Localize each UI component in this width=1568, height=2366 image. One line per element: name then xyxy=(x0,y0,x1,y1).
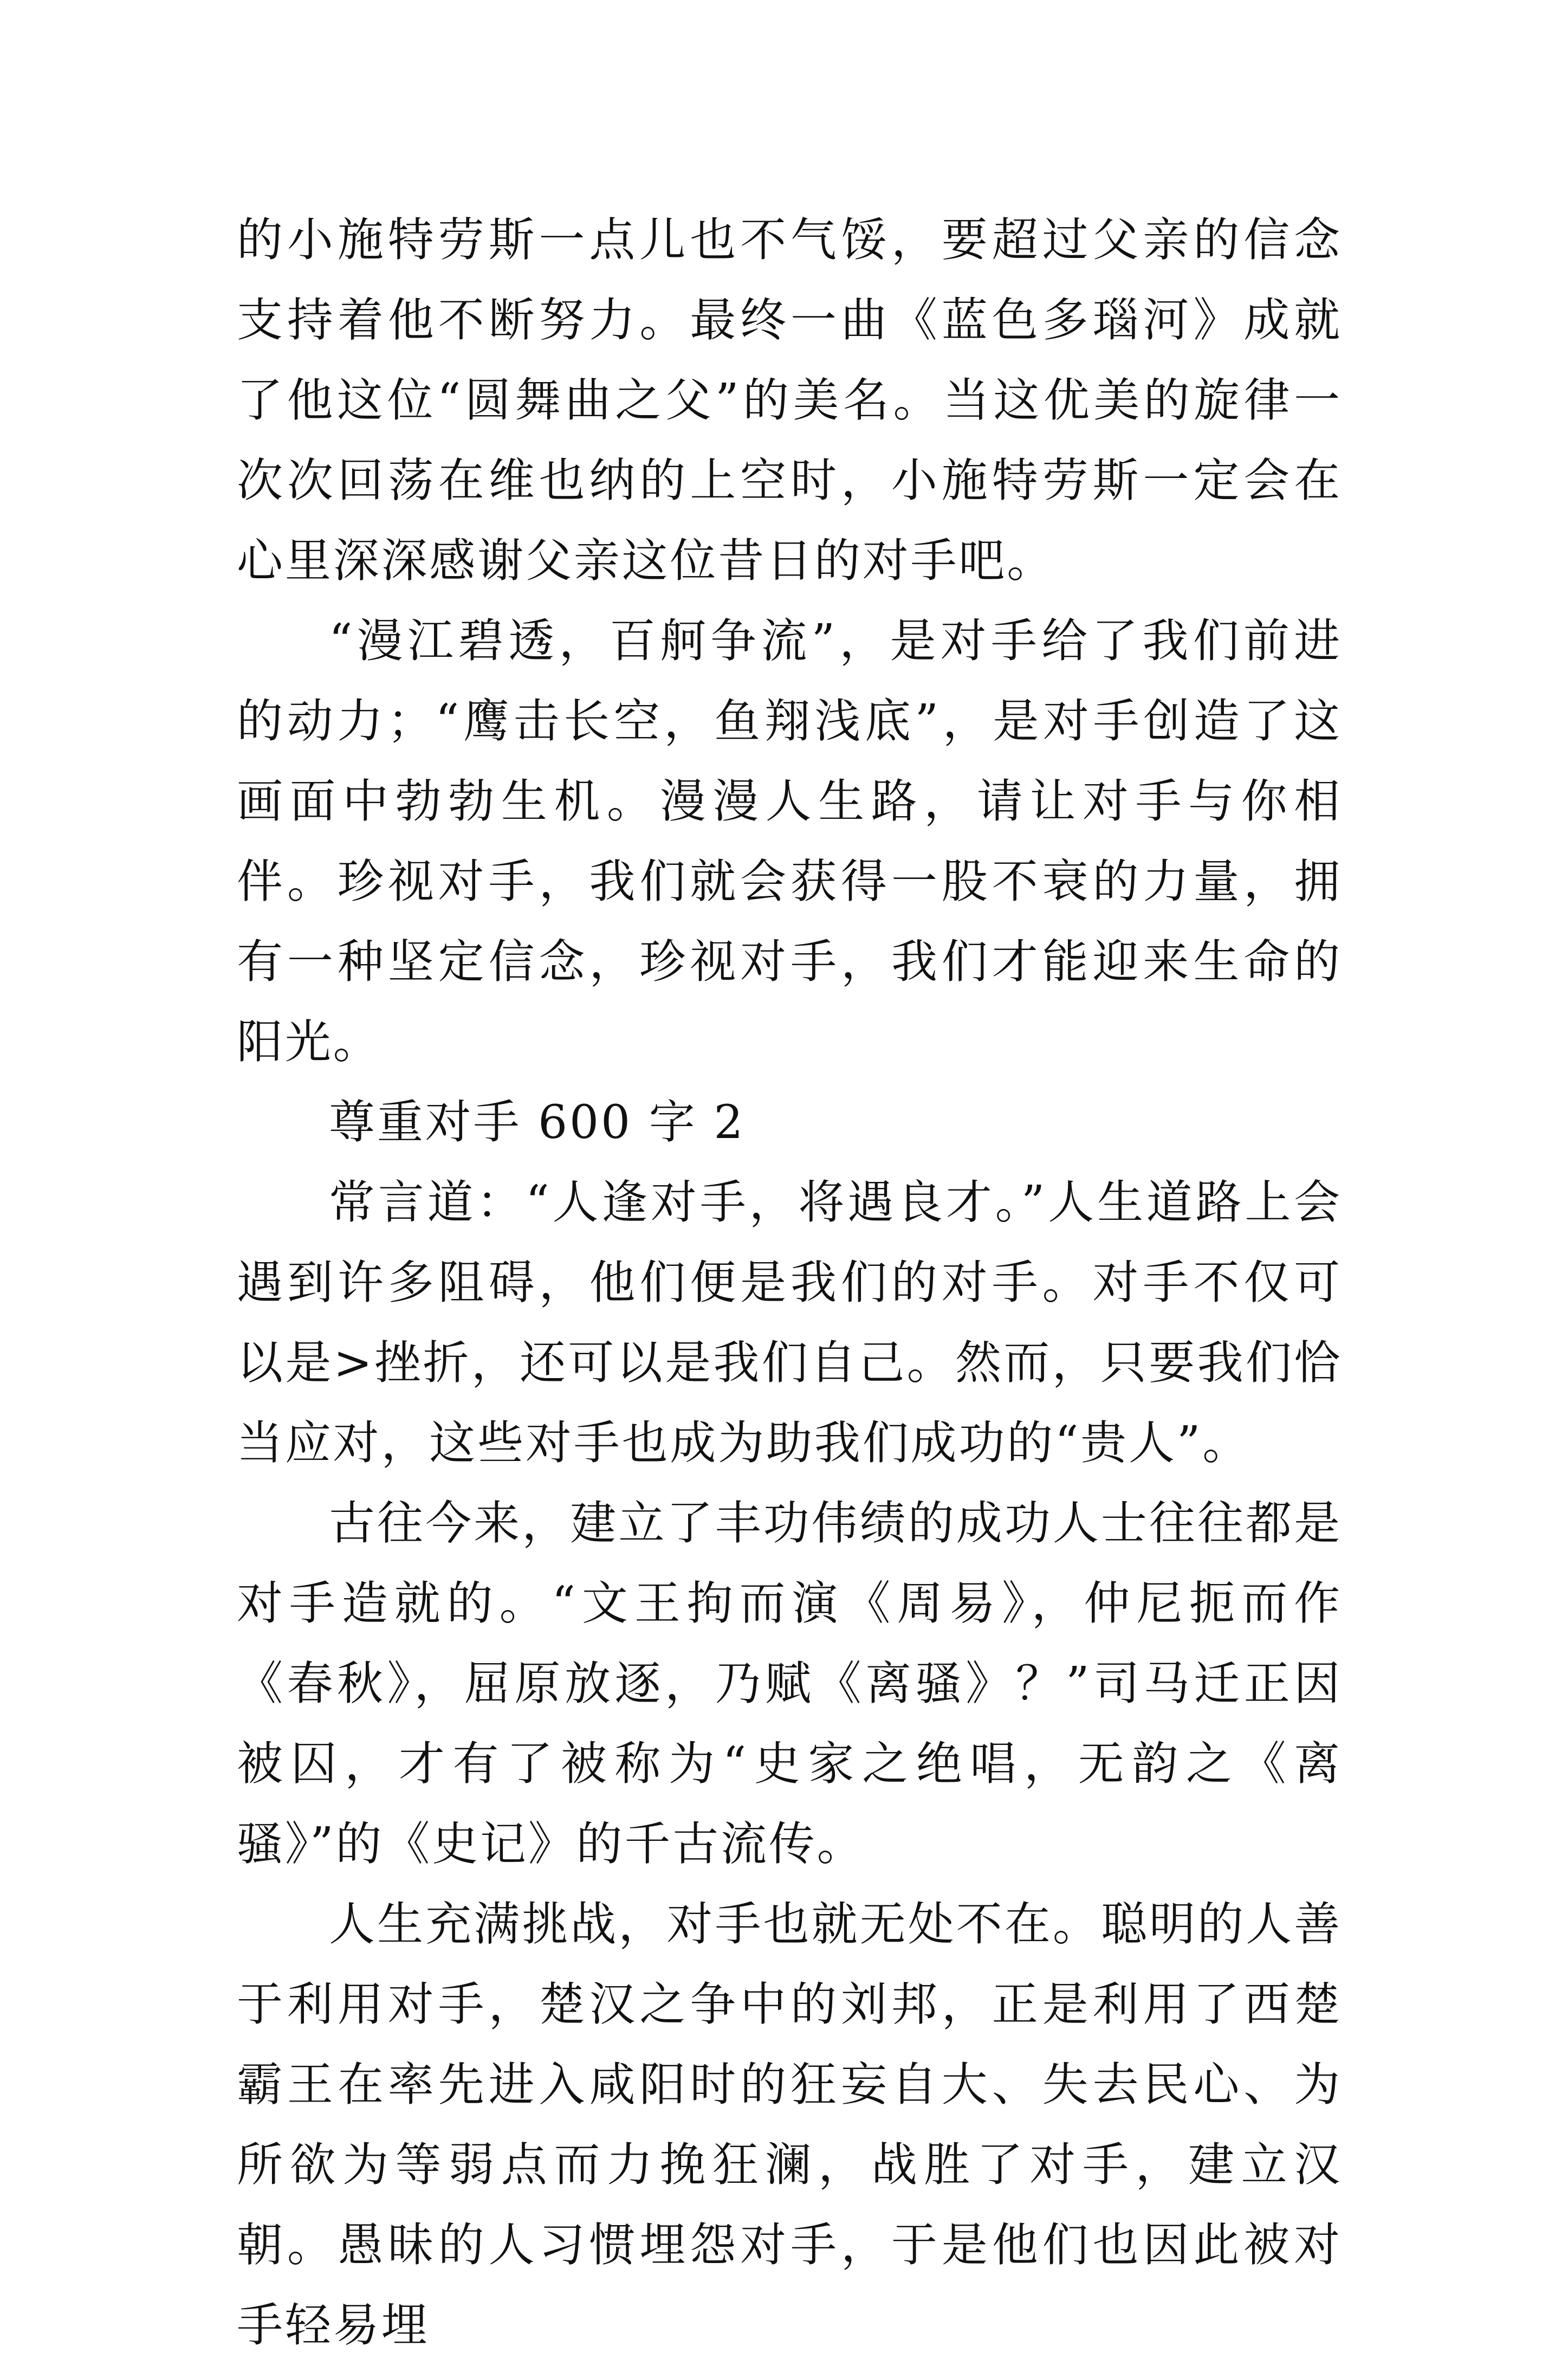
paragraph-history: 古往今来，建立了丰功伟绩的成功人士往往都是对手造就的。“文王拘而演《周易》，仲尼扼而作《春秋》，屈原放逐，乃赋《离骚》？”司马迁正因被囚，才有了被称为“史家之绝唱，无韵之《离骚》”的《史记》的千古流传。 xyxy=(237,1497,1342,1871)
paragraph-continued: 的小施特劳斯一点儿也不气馁，要超过父亲的信念支持着他不断努力。最终一曲《蓝色多瑙河》成就了他这位“圆舞曲之父”的美名。当这优美的旋律一次次回荡在维也纳的上空时，小施特劳斯一定会在心里深深感谢父亲这位昔日的对手吧。 xyxy=(237,214,1342,588)
paragraph-intro: 常言道：“人逢对手，将遇良才。”人生道路上会遇到许多阻碍，他们便是我们的对手。对手不仅可以是>挫折，还可以是我们自己。然而，只要我们恰当应对，这些对手也成为助我们成功的“贵人”。 xyxy=(237,1176,1342,1470)
paragraph-challenge: 人生充满挑战，对手也就无处不在。聪明的人善于利用对手，楚汉之争中的刘邦，正是利用了西楚霸王在率先进入咸阳时的狂妄自大、失去民心、为所欲为等弱点而力挽狂澜，战胜了对手，建立汉朝。愚昧的人习惯埋怨对手，于是他们也因此被对手轻易埋 xyxy=(237,1898,1342,2352)
document-body xyxy=(237,201,1342,2366)
section-title: 尊重对手 600 字 2 xyxy=(329,1096,746,1149)
paragraph-conclusion: “漫江碧透，百舸争流”，是对手给了我们前进的动力；“鹰击长空，鱼翔浅底”，是对手创造了这画面中勃勃生机。漫漫人生路，请让对手与你相伴。珍视对手，我们就会获得一股不衰的力量，拥有一种坚定信念，珍视对手，我们才能迎来生命的阳光。 xyxy=(237,615,1342,1069)
